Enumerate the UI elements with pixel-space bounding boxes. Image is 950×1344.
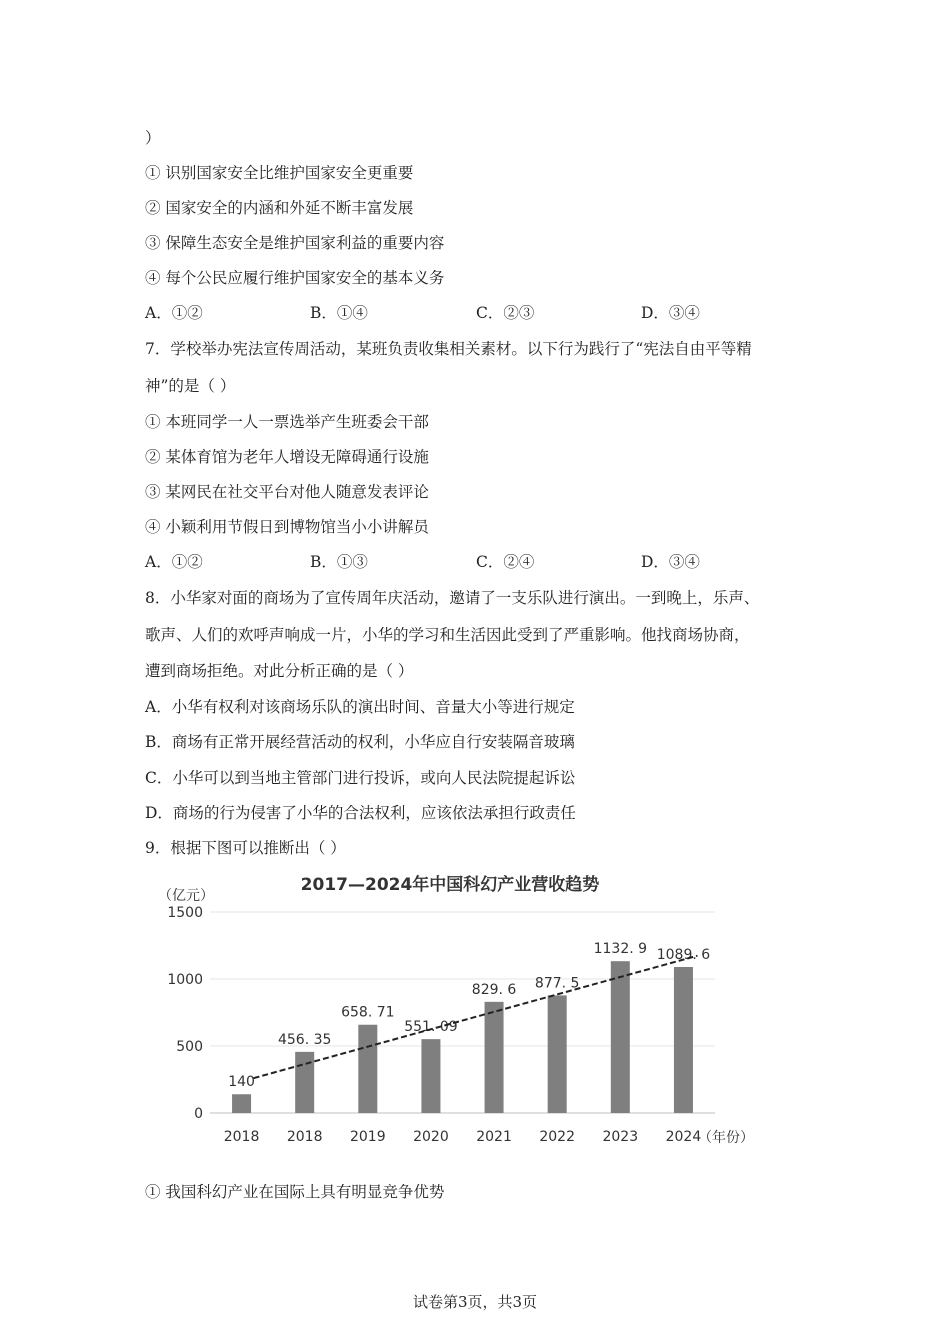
q7-option-b[interactable]: B．①③ <box>310 553 368 571</box>
q6-option-b[interactable]: B．①④ <box>310 304 368 322</box>
data-label: 140 <box>228 1074 255 1091</box>
q7-option-c[interactable]: C．②④ <box>476 553 535 571</box>
y-tick-label: 1000 <box>167 972 203 988</box>
q7-statement-4: ④ 小颖利用节假日到博物馆当小小讲解员 <box>145 518 429 536</box>
q7-statement-2: ② 某体育馆为老年人增设无障碍通行设施 <box>145 448 429 466</box>
question-continuation-paren: ） <box>145 129 161 147</box>
q6-option-d[interactable]: D．③④ <box>641 304 700 322</box>
x-tick-label: 2024 <box>665 1129 702 1145</box>
bar <box>485 1002 504 1113</box>
q7-statement-3: ③ 某网民在社交平台对他人随意发表评论 <box>145 483 429 501</box>
x-tick-label: 2018 <box>286 1129 323 1145</box>
bar <box>674 967 693 1113</box>
q6-statement-3: ③ 保障生态安全是维护国家利益的重要内容 <box>145 234 445 252</box>
q6-option-a[interactable]: A．①② <box>145 304 203 322</box>
q6-option-c[interactable]: C．②③ <box>476 304 535 322</box>
y-tick-label: 0 <box>194 1106 203 1122</box>
q7-statement-1: ① 本班同学一人一票选举产生班委会干部 <box>145 413 429 431</box>
data-label: 1089. 6 <box>656 946 711 963</box>
chart-title: 2017—2024年中国科幻产业营收趋势 <box>300 875 600 895</box>
y-tick-label: 1500 <box>167 905 203 921</box>
q7-option-a[interactable]: A．①② <box>145 553 203 571</box>
y-tick-label: 500 <box>176 1039 203 1055</box>
q8-option-a[interactable]: A．小华有权利对该商场乐队的演出时间、音量大小等进行规定 <box>145 698 575 716</box>
q7-stem-line-1: 7．学校举办宪法宣传周活动，某班负责收集相关素材。以下行为践行了“宪法自由平等精 <box>145 340 752 358</box>
data-label: 829. 6 <box>471 981 517 998</box>
q6-statement-1: ① 识别国家安全比维护国家安全更重要 <box>145 164 414 182</box>
data-label: 551. 09 <box>404 1019 458 1036</box>
q8-stem-line-2: 歌声、人们的欢呼声响成一片，小华的学习和生活因此受到了严重影响。他找商场协商， <box>145 626 750 644</box>
x-tick-label: 2021 <box>476 1129 512 1145</box>
q8-stem-line-3: 遭到商场拒绝。对此分析正确的是（ ） <box>145 662 414 680</box>
data-label: 877. 5 <box>534 975 580 992</box>
revenue-bar-chart <box>155 868 775 1160</box>
q8-stem-line-1: 8．小华家对面的商场为了宣传周年庆活动，邀请了一支乐队进行演出。一到晚上，乐声、 <box>145 589 760 607</box>
page-footer: 试卷第3页，共3页 <box>412 1293 538 1311</box>
data-label: 456. 35 <box>277 1031 332 1048</box>
trend-line <box>254 956 698 1078</box>
x-tick-label: 2019 <box>349 1129 386 1145</box>
q8-option-b[interactable]: B．商场有正常开展经营活动的权利，小华应自行安装隔音玻璃 <box>145 733 575 751</box>
y-axis-label: （亿元） <box>158 888 214 904</box>
bar <box>358 1025 377 1113</box>
data-label: 658. 71 <box>341 1004 395 1021</box>
q8-option-d[interactable]: D．商场的行为侵害了小华的合法权利，应该依法承担行政责任 <box>145 804 576 822</box>
x-tick-label: 2018 <box>223 1129 260 1145</box>
bar <box>548 995 567 1113</box>
bar <box>295 1052 314 1113</box>
q7-stem-line-2: 神”的是（ ） <box>145 377 236 395</box>
q6-statement-2: ② 国家安全的内涵和外延不断丰富发展 <box>145 199 414 217</box>
x-tick-label: 2022 <box>539 1129 576 1145</box>
q9-statement-1: ① 我国科幻产业在国际上具有明显竞争优势 <box>145 1183 445 1201</box>
data-label: 1132. 9 <box>593 941 648 958</box>
q8-option-c[interactable]: C．小华可以到当地主管部门进行投诉，或向人民法院提起诉讼 <box>145 769 576 787</box>
x-axis-label: （年份） <box>698 1130 754 1146</box>
x-tick-label: 2020 <box>413 1129 449 1145</box>
bar <box>421 1039 440 1113</box>
q9-stem: 9．根据下图可以推断出（ ） <box>145 839 346 857</box>
q6-statement-4: ④ 每个公民应履行维护国家安全的基本义务 <box>145 269 445 287</box>
x-tick-label: 2023 <box>602 1129 639 1145</box>
bar <box>611 961 630 1113</box>
bar <box>232 1094 251 1113</box>
q7-option-d[interactable]: D．③④ <box>641 553 700 571</box>
